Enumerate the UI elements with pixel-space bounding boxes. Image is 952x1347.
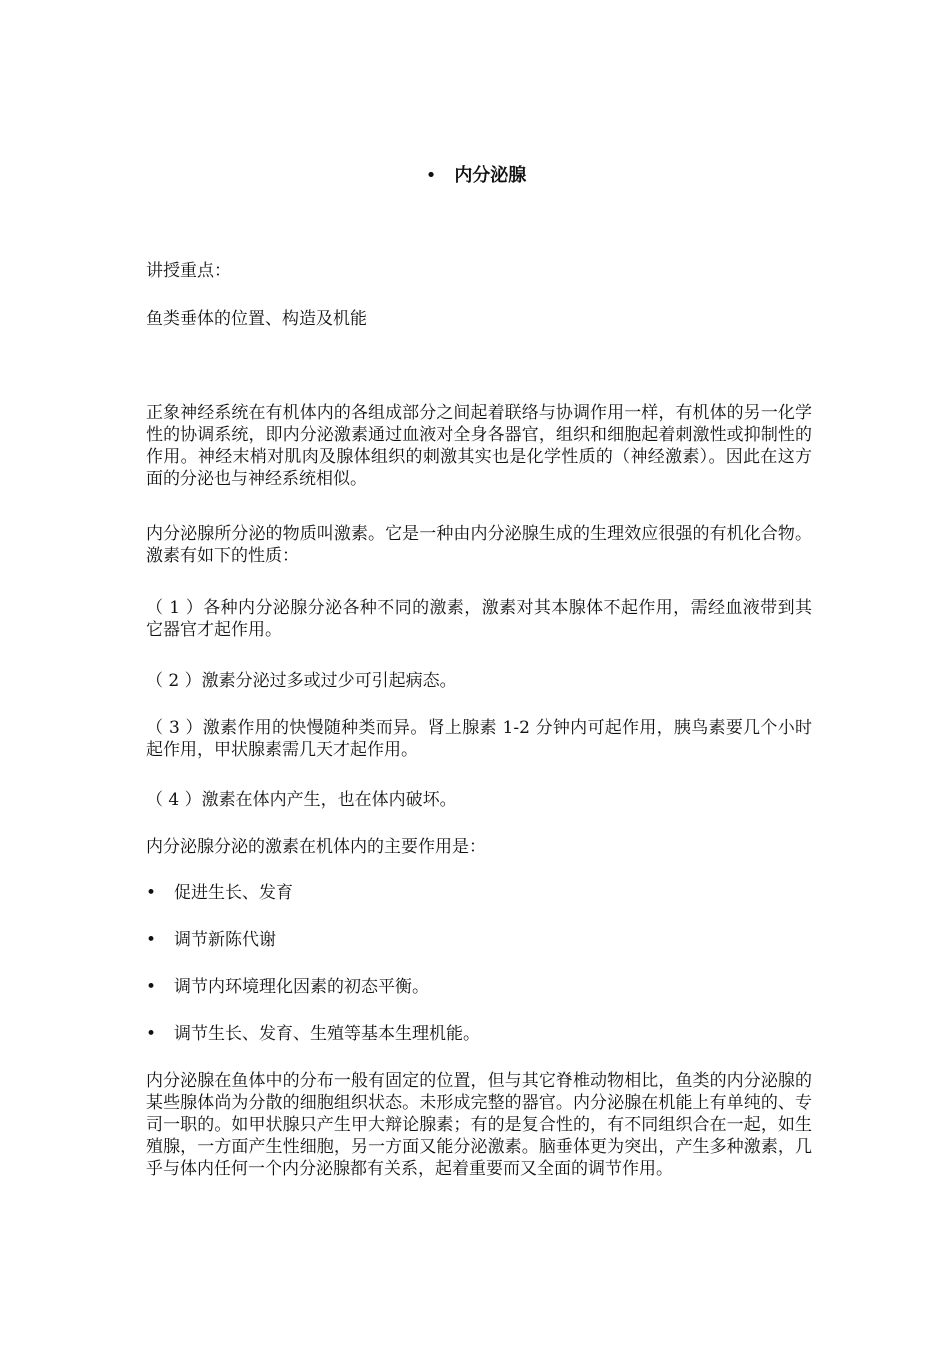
list-item-text: 调节新陈代谢 (174, 930, 276, 950)
list-item-text: 调节内环境理化因素的初态平衡。 (174, 977, 429, 997)
bullet-point: • (146, 977, 157, 997)
title-text: 内分泌腺 (454, 165, 527, 186)
list-item (146, 976, 812, 998)
list-item-text: 促进生长、发育 (174, 883, 293, 903)
paragraph-property-4: （ 4 ）激素在体内产生，也在体内破坏。 (146, 790, 457, 810)
focus-label: 讲授重点： (146, 261, 231, 281)
paragraph-distribution: 内分泌腺在鱼体中的分布一般有固定的位置，但与其它脊椎动物相比，鱼类的内分泌腺的某些腺体尚为分散的细胞组织状态。未形成完整的器官。内分泌腺在机能上有单纯的、专司一职的。如甲状腺只产生甲大辩论腺素；有的是复合性的，有不同组织合在一起，如生殖腺，一方面产生性细胞，另一方面又能分泌激素。脑垂体更为突出，产生多种激素，几乎与体内任何一个内分泌腺都有关系，起着重要而又全面的调节作用。 (146, 1071, 812, 1179)
paragraph-property-3: （ 3 ）激素作用的快慢随种类而异。肾上腺素 1-2 分钟内可起作用，胰鸟素要几个小时起作用，甲状腺素需几天才起作用。 (146, 718, 812, 760)
list-item-text: 调节生长、发育、生殖等基本生理机能。 (174, 1024, 480, 1044)
list-item (146, 929, 812, 951)
paragraph-hormone-definition: 内分泌腺所分泌的物质叫激素。它是一种由内分泌腺生成的生理效应很强的有机化合物。激素有如下的性质： (146, 524, 812, 566)
page-title (0, 166, 952, 186)
paragraph-property-1: （ 1 ）各种内分泌腺分泌各种不同的激素，激素对其本腺体不起作用，需经血液带到其它器官才起作用。 (146, 598, 812, 640)
bullet-point: • (146, 883, 157, 903)
title-bullet: • (425, 165, 437, 186)
bullet-point: • (146, 930, 157, 950)
paragraph-property-2: （ 2 ）激素分泌过多或过少可引起病态。 (146, 671, 457, 691)
list-item (146, 1023, 812, 1045)
paragraph-main-functions: 内分泌腺分泌的激素在机体内的主要作用是： (146, 837, 486, 857)
paragraph-intro: 正象神经系统在有机体内的各组成部分之间起着联络与协调作用一样，有机体的另一化学性的协调系统，即内分泌激素通过血液对全身各器官，组织和细胞起着刺激性或抑制性的作用。神经末梢对肌肉及腺体组织的刺激其实也是化学性质的（神经激素）。因此在这方面的分泌也与神经系统相似。 (146, 403, 812, 489)
list-item (146, 882, 812, 904)
bullet-point: • (146, 1024, 157, 1044)
focus-text: 鱼类垂体的位置、构造及机能 (146, 309, 367, 329)
